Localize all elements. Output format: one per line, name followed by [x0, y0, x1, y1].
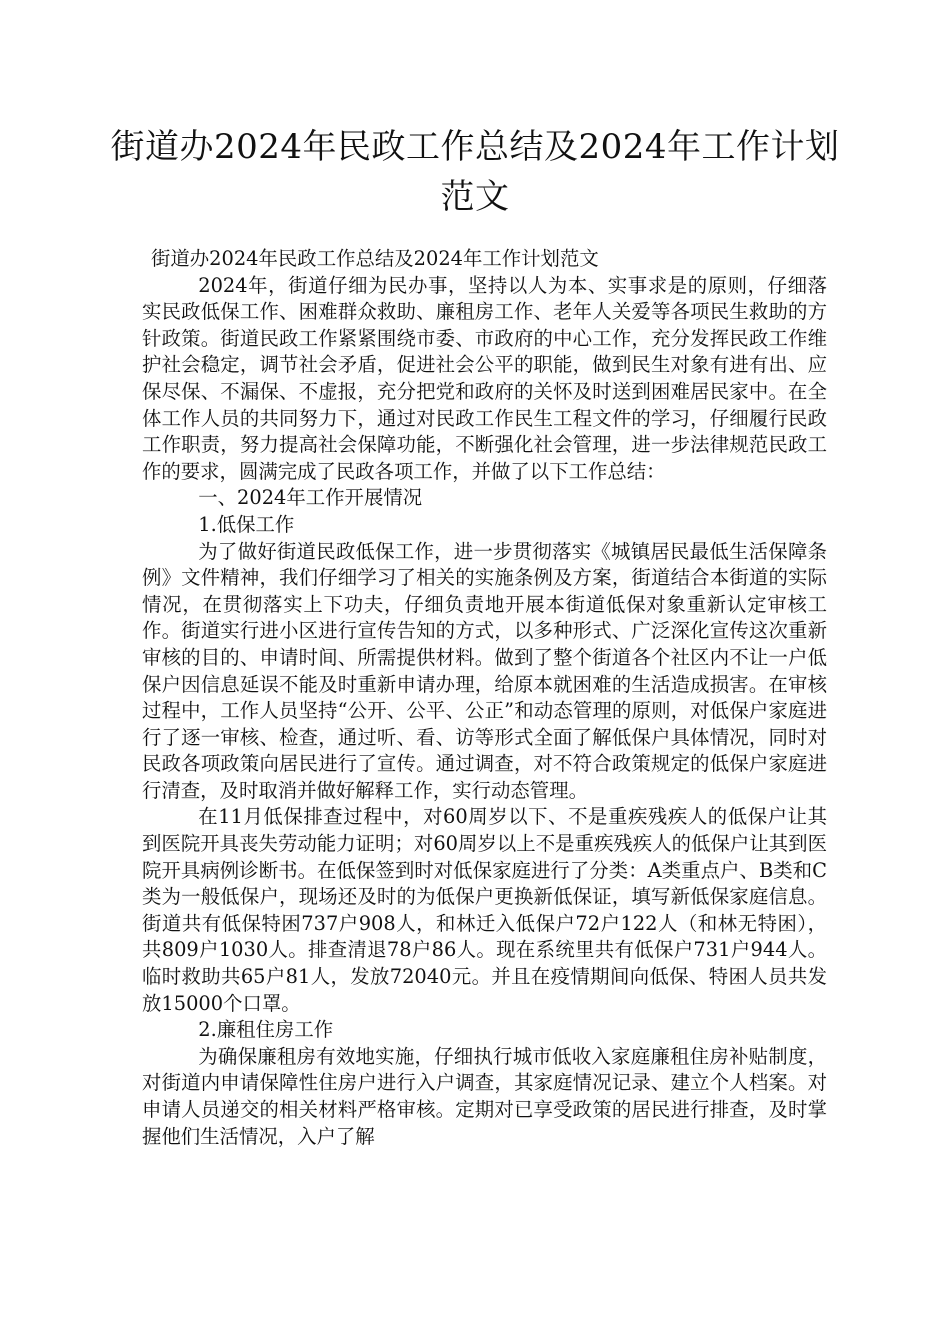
subsection-heading-low-income: 1.低保工作 [198, 512, 295, 536]
document-body [142, 246, 827, 1150]
subsection-heading-housing: 2.廉租住房工作 [198, 1018, 334, 1042]
section-heading-work-status: 一、2024年工作开展情况 [198, 486, 423, 510]
paragraph-intro: 2024年，街道仔细为民办事，坚持以人为本、实事求是的原则，仔细落实民政低保工作、困难群众救助、廉租房工作、老年人关爱等各项民生救助的方针政策。街道民政工作紧紧围绕市委、市政府的中心工作，充分发挥民政工作维护社会稳定，调节社会矛盾，促进社会公平的职能，做到民生对象有进有出、应保尽保、不漏保、不虚报，充分把党和政府的关怀及时送到困难居民家中。在全体工作人员的共同努力下，通过对民政工作民生工程文件的学习，仔细履行民政工作职责，努力提高社会保障功能，不断强化社会管理，进一步法律规范民政工作的要求，圆满完成了民政各项工作，并做了以下工作总结： [142, 273, 827, 483]
document-title: 街道办2024年民政工作总结及2024年工作计划范文 [110, 127, 840, 217]
paragraph-low-income-review: 为了做好街道民政低保工作，进一步贯彻落实《城镇居民最低生活保障条例》文件精神，我们仔细学习了相关的实施条例及方案，街道结合本街道的实际情况，在贯彻落实上下功夫，仔细负责地开展本街道低保对象重新认定审核工作。街道实行进小区进行宣传告知的方式，以多种形式、广泛深化宣传这次重新审核的目的、申请时间、所需提供材料。做到了整个街道各个社区内不让一户低保户因信息延误不能及时重新申请办理，给原本就困难的生活造成损害。在审核过程中，工作人员坚持“公开、公平、公正”和动态管理的原则，对低保户家庭进行了逐一审核、检查，通过听、看、访等形式全面了解低保户具体情况，同时对民政各项政策向居民进行了宣传。通过调查，对不符合政策规定的低保户家庭进行清查，及时取消并做好解释工作，实行动态管理。 [142, 539, 827, 802]
document-subtitle: 街道办2024年民政工作总结及2024年工作计划范文 [151, 247, 599, 270]
paragraph-housing: 为确保廉租房有效地实施，仔细执行城市低收入家庭廉租住房补贴制度，对街道内申请保障性住房户进行入户调查，其家庭情况记录、建立个人档案。对申请人员递交的相关材料严格审核。定期对已享受政策的居民进行排查，及时掌握他们生活情况，入户了解 [142, 1044, 827, 1148]
paragraph-low-income-statistics: 在11月低保排查过程中，对60周岁以下、不是重疾残疾人的低保户让其到医院开具丧失劳动能力证明；对60周岁以上不是重疾残疾人的低保户让其到医院开具病例诊断书。在低保签到时对低保家庭进行了分类：A类重点户、B类和C类为一般低保户，现场还及时的为低保户更换新低保证，填写新低保家庭信息。街道共有低保特困737户908人，和林迁入低保户72户122人（和林无特困），共809户1030人。排查清退78户86人。现在系统里共有低保户731户944人。临时救助共65户81人，发放72040元。并且在疫情期间向低保、特困人员共发放15000个口罩。 [142, 805, 827, 1015]
